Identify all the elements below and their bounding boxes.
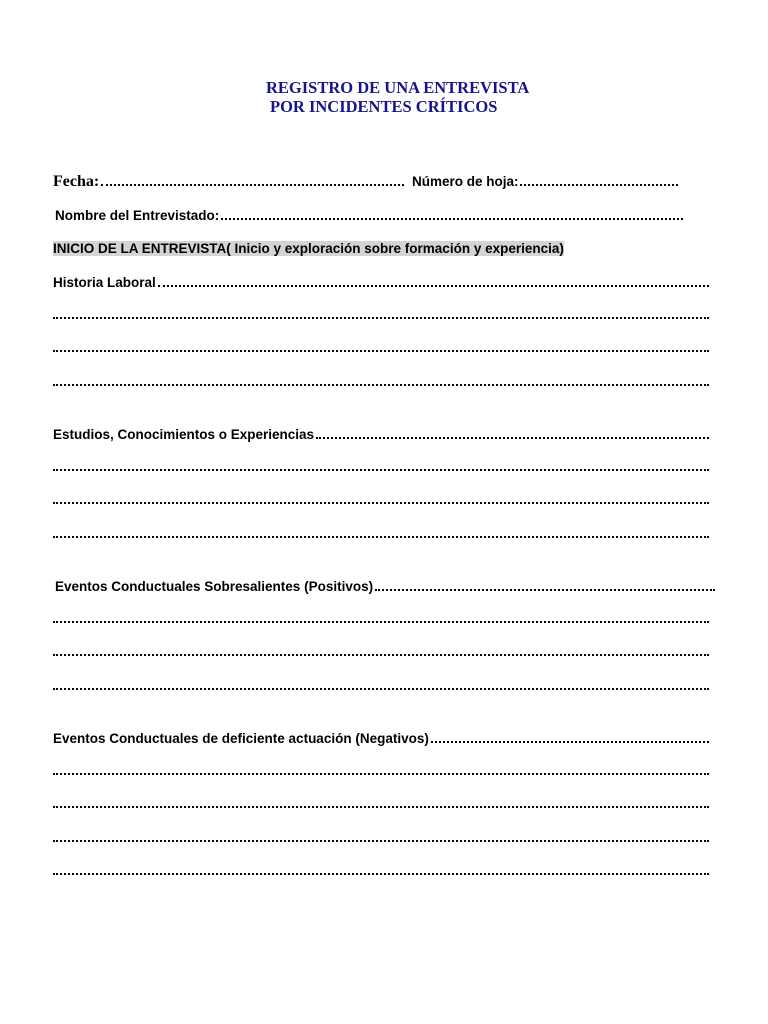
dotted-rule — [53, 644, 709, 656]
dotted-rule — [53, 526, 709, 538]
fecha-field[interactable] — [101, 172, 404, 186]
section-label-fill[interactable] — [158, 273, 709, 287]
blank-answer-line[interactable] — [53, 374, 709, 394]
entrevistado-field[interactable] — [221, 206, 683, 220]
dotted-rule — [53, 863, 709, 875]
blank-answer-line[interactable] — [53, 492, 709, 512]
blank-answer-line[interactable] — [53, 526, 709, 546]
blank-answer-line[interactable] — [53, 459, 709, 479]
section-label: Eventos Conductuales de deficiente actuación (Negativos) — [53, 731, 429, 746]
fecha-label: Fecha: — [53, 173, 100, 190]
dotted-rule — [53, 374, 709, 386]
dotted-rule — [53, 340, 709, 352]
entrevistado-row — [55, 206, 715, 226]
blank-answer-line[interactable] — [53, 611, 709, 631]
section-label: Eventos Conductuales Sobresalientes (Positivos) — [55, 579, 374, 594]
section-label-fill[interactable] — [316, 425, 709, 439]
section-label-row — [53, 425, 713, 445]
entrevistado-label: Nombre del Entrevistado: — [55, 208, 220, 223]
dotted-rule — [53, 763, 709, 775]
dotted-rule — [53, 459, 709, 471]
dotted-rule — [53, 611, 709, 623]
blank-answer-line[interactable] — [53, 830, 709, 850]
blank-answer-line[interactable] — [53, 763, 709, 783]
section-label-fill[interactable] — [375, 577, 715, 591]
blank-answer-line[interactable] — [53, 340, 709, 360]
numero-hoja-field[interactable] — [520, 172, 678, 186]
dotted-rule — [53, 678, 709, 690]
section-label: Historia Laboral — [53, 275, 156, 290]
dotted-rule — [53, 796, 709, 808]
blank-answer-line[interactable] — [53, 678, 709, 698]
dotted-rule — [53, 307, 709, 319]
interview-form-page: REGISTRO DE UNA ENTREVISTA POR INCIDENTES CRÍTICOS Fecha: Número de hoja: Nombre del Entrevistado: INICIO DE LA ENTREVISTA( Inicio y exploración sobre formación y experiencia) Historia Laboral Estudios, Conocimientos o Experiencias Eventos Conductuales Sobresalientes (Positivos) Eventos Conductuales de deficiente actuación (Negativos) — [0, 0, 768, 1024]
section-label-row — [53, 273, 713, 293]
inicio-heading: INICIO DE LA ENTREVISTA( Inicio y exploración sobre formación y experiencia) — [53, 241, 564, 256]
dotted-rule — [53, 492, 709, 504]
section-label-fill[interactable] — [431, 729, 709, 743]
section-label-row — [55, 577, 715, 597]
blank-answer-line[interactable] — [53, 644, 709, 664]
section-label-row — [53, 729, 713, 749]
blank-answer-line[interactable] — [53, 796, 709, 816]
blank-answer-line[interactable] — [53, 307, 709, 327]
inicio-row — [53, 239, 713, 259]
section-label: Estudios, Conocimientos o Experiencias — [53, 427, 315, 442]
fecha-row — [53, 172, 713, 192]
numero-hoja-label: Número de hoja: — [411, 174, 519, 189]
blank-answer-line[interactable] — [53, 863, 709, 883]
dotted-rule — [53, 830, 709, 842]
